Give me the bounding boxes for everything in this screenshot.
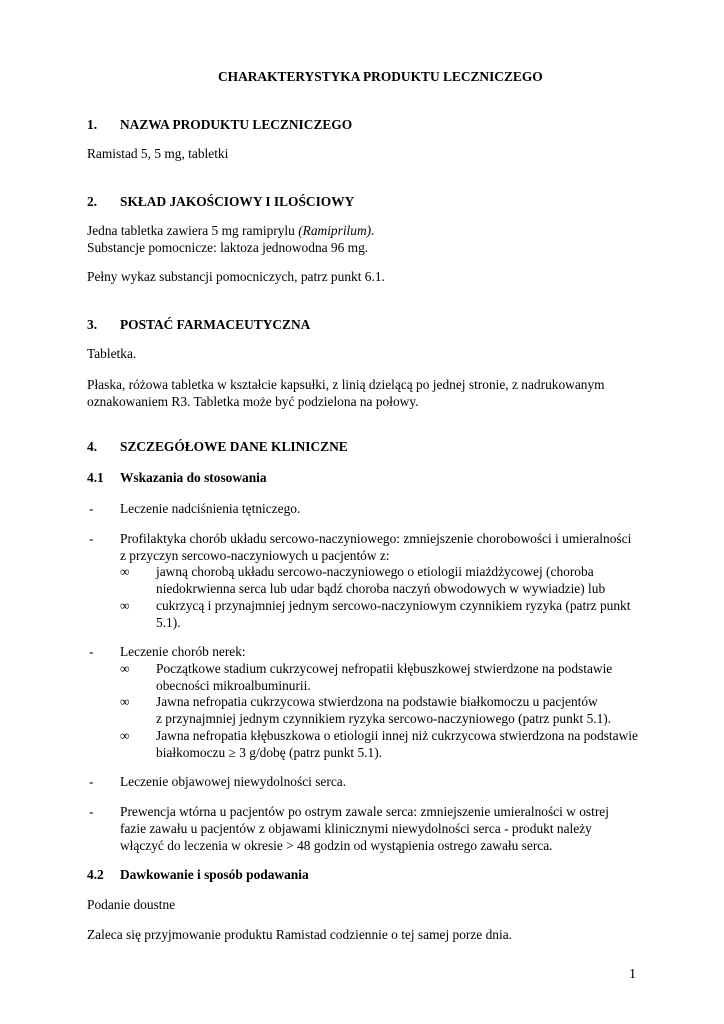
section-4-1-heading: Wskazania do stosowania xyxy=(120,470,267,485)
composition-line-1-text: Jedna tabletka zawiera 5 mg ramiprylu xyxy=(87,223,299,238)
composition-line-3: Pełny wykaz substancji pomocniczych, patrz punkt 6.1. xyxy=(87,269,385,284)
list-dash: - xyxy=(89,774,94,789)
form-line-1: Tabletka. xyxy=(87,346,137,361)
page-number: 1 xyxy=(629,967,636,982)
indication-item-3-sub-1a: Początkowe stadium cukrzycowej nefropatii kłębuszkowej stwierdzone na podstawie xyxy=(156,661,613,676)
infinity-bullet: ∞ xyxy=(120,661,130,676)
list-dash: - xyxy=(89,644,94,659)
infinity-bullet: ∞ xyxy=(120,564,130,579)
indication-item-1: Leczenie nadciśnienia tętniczego. xyxy=(120,501,301,516)
section-2-heading: SKŁAD JAKOŚCIOWY I ILOŚCIOWY xyxy=(120,194,355,209)
section-4-2-number: 4.2 xyxy=(87,867,104,882)
indication-item-2b: z przyczyn sercowo-naczyniowych u pacjentów z: xyxy=(120,548,390,563)
indication-item-3-sub-3a: Jawna nefropatia kłębuszkowa o etiologii innej niż cukrzycowa stwierdzona na podstawie xyxy=(156,728,638,743)
section-2-number: 2. xyxy=(87,194,98,209)
composition-line-1 xyxy=(87,222,374,239)
composition-line-2: Substancje pomocnicze: laktoza jednowodna 96 mg. xyxy=(87,240,369,255)
indication-item-2-sub-1a: jawną chorobą układu sercowo-naczyniowego o etiologii miażdżycowej (choroba xyxy=(156,564,594,579)
infinity-bullet: ∞ xyxy=(120,598,130,613)
indication-item-3: Leczenie chorób nerek: xyxy=(120,644,246,659)
indication-item-3-sub-2a: Jawna nefropatia cukrzycowa stwierdzona na podstawie białkomoczu u pacjentów xyxy=(156,694,598,709)
list-dash: - xyxy=(89,531,94,546)
indication-item-4: Leczenie objawowej niewydolności serca. xyxy=(120,774,347,789)
infinity-bullet: ∞ xyxy=(120,694,130,709)
infinity-bullet: ∞ xyxy=(120,728,130,743)
indication-item-3-sub-3b: białkomoczu ≥ 3 g/dobę (patrz punkt 5.1). xyxy=(156,745,383,760)
indication-item-2-sub-2b: 5.1). xyxy=(156,615,181,630)
document-title: CHARAKTERYSTYKA PRODUKTU LECZNICZEGO xyxy=(218,69,543,84)
composition-latin-name: (Ramiprilum). xyxy=(298,223,375,238)
section-4-2-heading: Dawkowanie i sposób podawania xyxy=(120,867,309,882)
section-4-heading: SZCZEGÓŁOWE DANE KLINICZNE xyxy=(120,439,348,454)
section-4-number: 4. xyxy=(87,439,98,454)
indication-item-5a: Prewencja wtórna u pacjentów po ostrym zawale serca: zmniejszenie umieralności w ostrej xyxy=(120,804,609,819)
indication-item-5c: włączyć do leczenia w okresie > 48 godzin od wystąpienia ostrego zawału serca. xyxy=(120,838,553,853)
dosage-line-2: Zaleca się przyjmowanie produktu Ramistad codziennie o tej samej porze dnia. xyxy=(87,927,513,942)
indication-item-2a: Profilaktyka chorób układu sercowo-naczyniowego: zmniejszenie chorobowości i umieralności xyxy=(120,531,632,546)
list-dash: - xyxy=(89,501,94,516)
section-4-1-number: 4.1 xyxy=(87,470,104,485)
indication-item-5b: fazie zawału u pacjentów z objawami klinicznymi niewydolności serca - produkt należy xyxy=(120,821,592,836)
section-1-heading: NAZWA PRODUKTU LECZNICZEGO xyxy=(120,117,353,132)
indication-item-3-sub-2b: z przynajmniej jednym czynnikiem ryzyka sercowo-naczyniowego (patrz punkt 5.1). xyxy=(156,711,612,726)
indication-item-2-sub-1b: niedokrwienna serca lub udar bądź choroba naczyń obwodowych w wywiadzie) lub xyxy=(156,581,606,596)
list-dash: - xyxy=(89,804,94,819)
dosage-line-1: Podanie doustne xyxy=(87,897,176,912)
section-1-number: 1. xyxy=(87,117,98,132)
section-3-heading: POSTAĆ FARMACEUTYCZNA xyxy=(120,317,311,332)
indication-item-2-sub-2a: cukrzycą i przynajmniej jednym sercowo-naczyniowym czynnikiem ryzyka (patrz punkt xyxy=(156,598,631,613)
indication-item-3-sub-1b: obecności mikroalbuminurii. xyxy=(156,678,311,693)
form-line-2b: oznakowaniem R3. Tabletka może być podzielona na połowy. xyxy=(87,394,419,409)
product-name-text: Ramistad 5, 5 mg, tabletki xyxy=(87,146,229,161)
section-3-number: 3. xyxy=(87,317,98,332)
form-line-2a: Płaska, różowa tabletka w kształcie kapsułki, z linią dzielącą po jednej stronie, z nadrukowanym xyxy=(87,377,605,392)
